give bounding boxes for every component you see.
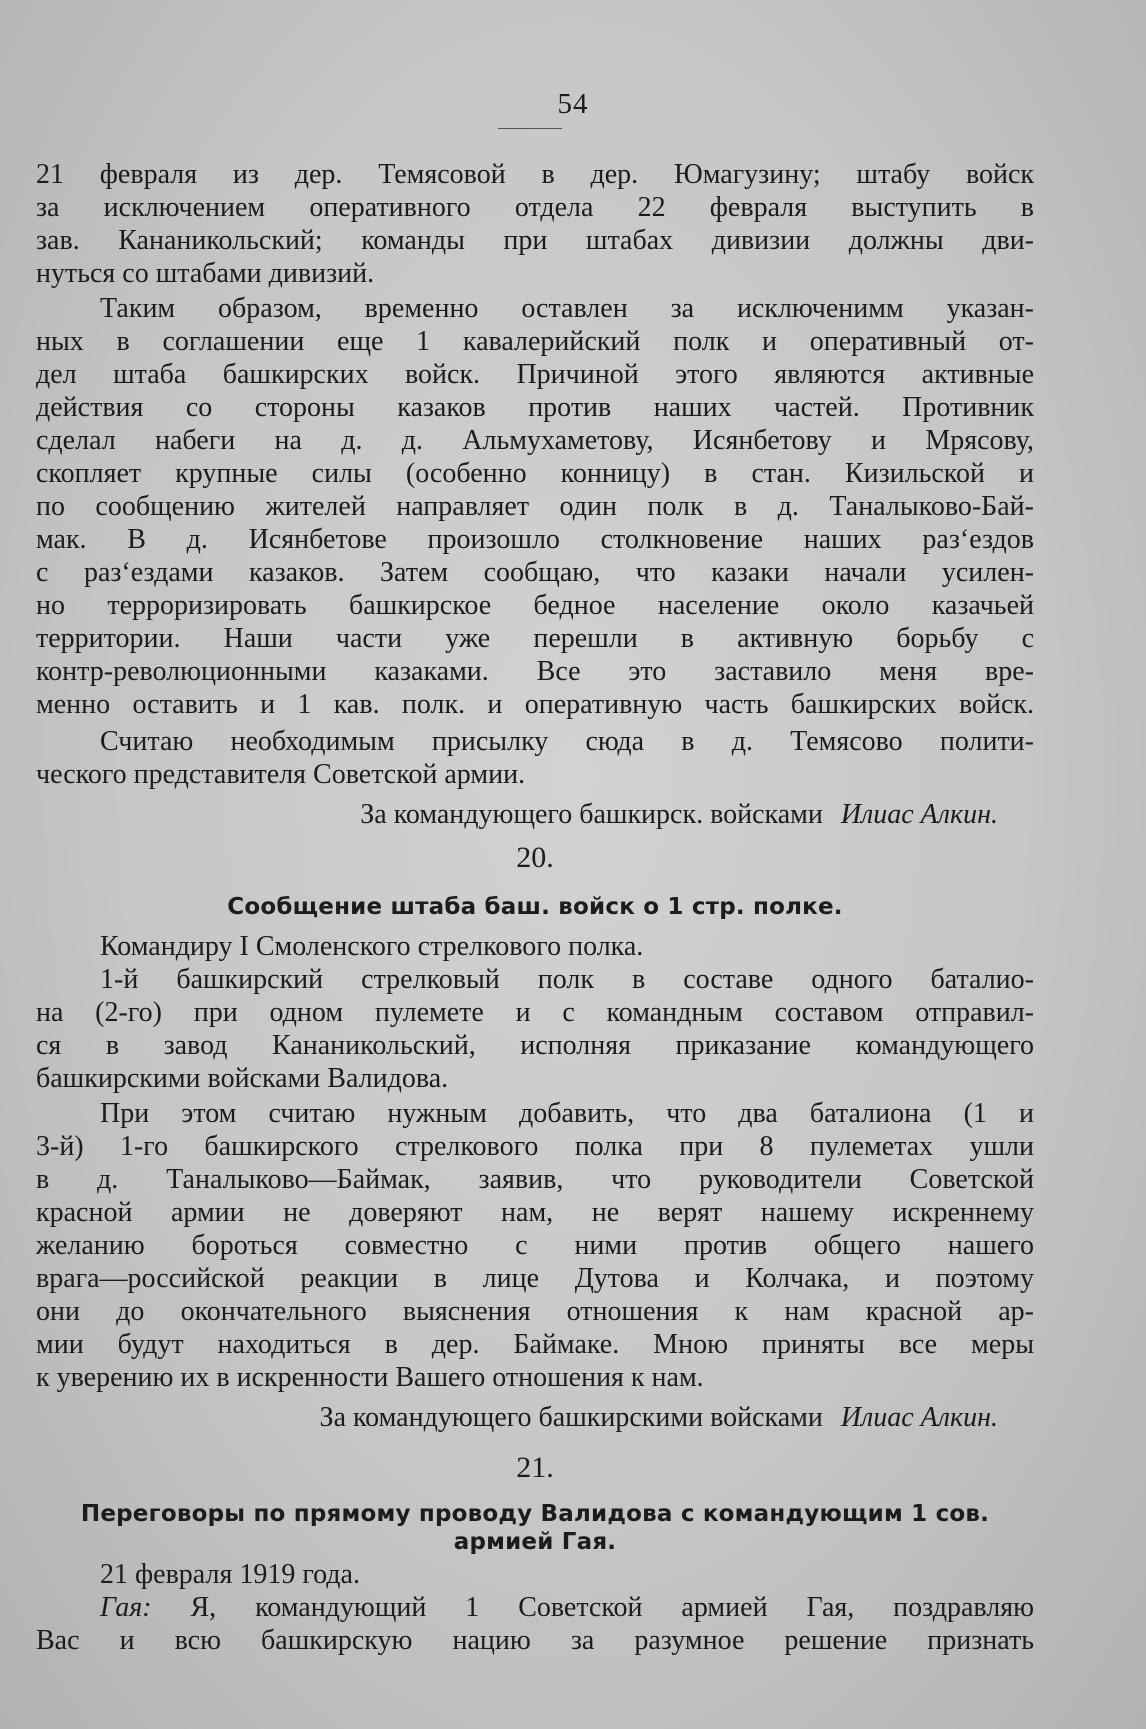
text-line: мак. В д. Исянбетове произошло столкновение наших раз‘ездов — [36, 524, 1034, 555]
document-21-heading-wrap — [36, 1500, 1034, 1556]
text-line: действия со стороны казаков против наших частей. Противник — [36, 392, 1034, 423]
signature-name: Илиас Алкин. — [840, 799, 998, 830]
text-line: территории. Наши части уже перешли в активную борьбу с — [36, 623, 1034, 654]
signature-name: Илиас Алкин. — [840, 1402, 998, 1433]
text-line: с раз‘ездами казаков. Затем сообщаю, что казаки начали усилен- — [36, 557, 1034, 588]
text-line: контр-революционными казаками. Все это заставило меня вре- — [36, 656, 1034, 687]
text-line — [36, 1591, 1034, 1624]
document-heading: Сообщение штаба баш. войск о 1 стр. полке. — [227, 894, 843, 920]
text-line: мии будут находиться в дер. Баймаке. Мною приняты все меры — [36, 1329, 1034, 1360]
text-line: скопляет крупные силы (особенно конницу) в стан. Кизильской и — [36, 458, 1034, 489]
document-number: 20. — [516, 841, 554, 874]
text-line: зав. Кананикольский; команды при штабах дивизии должны дви- — [36, 225, 1034, 256]
text-line: за исключением оперативного отдела 22 февраля выступить в — [36, 192, 1034, 223]
text-line: 1-й башкирский стрелковый полк в составе одного баталио- — [100, 964, 1034, 995]
text-line: к уверению их в искренности Вашего отношения к нам. — [36, 1362, 704, 1393]
text-line: ческого представителя Советской армии. — [36, 759, 526, 790]
document-heading-line: Переговоры по прямому проводу Валидова с командующим 1 сов. — [80, 1501, 990, 1527]
page-number-rule — [498, 128, 562, 129]
text-line: башкирскими войсками Валидова. — [36, 1063, 449, 1094]
text-line: желанию бороться совместно с ними против общего нашего — [36, 1230, 1034, 1261]
speaker-label: Гая: — [100, 1592, 152, 1623]
document-heading-line: армией Гая. — [453, 1529, 617, 1555]
text-line: они до окончательного выяснения отношения к нам красной ар- — [36, 1296, 1034, 1327]
document-20-body — [36, 930, 1034, 1095]
text-line: Считаю необходимым присылку сюда в д. Темясово полити- — [100, 726, 1034, 757]
text-line: но терроризировать башкирское бедное население около казачьей — [36, 590, 1034, 621]
speaker-text: Я, командующий 1 Советской армией Гая, поздравляю — [190, 1592, 1035, 1623]
text-line: по сообщению жителей направляет один полк в д. Таналыково-Бай- — [36, 491, 1034, 522]
document-20-number-wrap — [36, 840, 1034, 876]
signature-title: За командующего башкирскими войсками — [319, 1402, 823, 1433]
text-line: ся в завод Кананикольский, исполняя приказание командующего — [36, 1030, 1034, 1061]
text-line: красной армии не доверяют нам, не верят нашему искреннему — [36, 1197, 1034, 1228]
text-line: врага—российской реакции в лице Дутова и Колчака, и поэтому — [36, 1263, 1034, 1294]
text-line: дел штаба башкирских войск. Причиной этого являются активные — [36, 359, 1034, 390]
text-line: в д. Таналыково—Баймак, заявив, что руководители Советской — [36, 1164, 1034, 1195]
document-21-body — [36, 1558, 1034, 1657]
text-line: При этом считаю нужным добавить, что два баталиона (1 и — [100, 1098, 1034, 1129]
document-21-number-wrap — [36, 1450, 1034, 1486]
text-line: ных в соглашении еще 1 кавалерийский полк и оперативный от- — [36, 326, 1034, 357]
document-20-paragraph-2 — [36, 1097, 1034, 1394]
text-line: сделал набеги на д. д. Альмухаметову, Исянбетову и Мрясову, — [36, 425, 1034, 456]
continuation-paragraph — [36, 158, 1034, 290]
signature-block — [36, 1401, 1034, 1434]
paragraph-representative — [36, 725, 1034, 791]
text-line: 3-й) 1-го башкирского стрелкового полка при 8 пулеметах ушли — [36, 1131, 1034, 1162]
document-20-heading-wrap — [36, 893, 1034, 921]
signature-title: За командующего башкирск. войсками — [360, 799, 823, 830]
date-line: 21 февраля 1919 года. — [100, 1559, 360, 1590]
text-line: менно оставить и 1 кав. полк. и оперативную часть башкирских войск. — [36, 689, 1034, 720]
page-number: 54 — [557, 88, 589, 120]
text-line: на (2-го) при одном пулемете и с командным составом отправил- — [36, 997, 1034, 1028]
document-number: 21. — [516, 1451, 554, 1484]
text-line: Таким образом, временно оставлен за исключенимм указан- — [100, 293, 1034, 324]
text-line: 21 февраля из дер. Темясовой в дер. Юмагузину; штабу войск — [36, 159, 1034, 190]
signature-block — [36, 798, 1034, 831]
paragraph-cossacks — [36, 292, 1034, 721]
text-line: нуться со штабами дивизий. — [36, 258, 375, 289]
address-line: Командиру I Смоленского стрелкового полка. — [100, 931, 644, 962]
text-line: Вас и всю башкирскую нацию за разумное решение признать — [36, 1625, 1034, 1656]
